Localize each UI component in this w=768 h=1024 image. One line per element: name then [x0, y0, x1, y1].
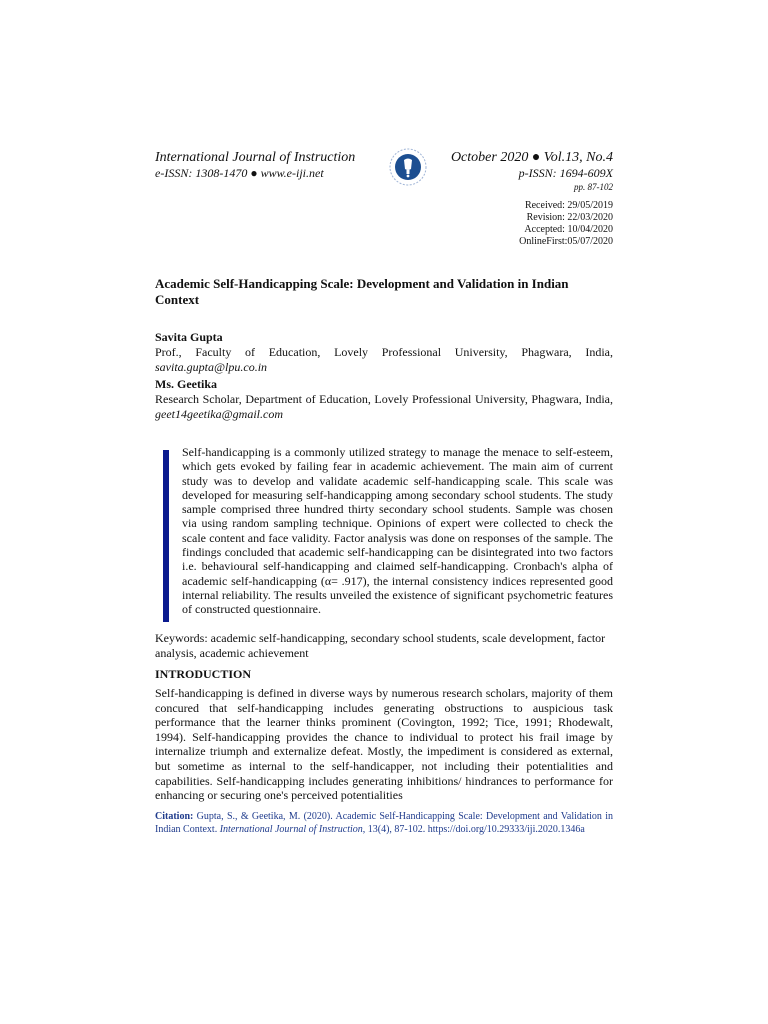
author-affiliation: [155, 345, 613, 375]
author-email[interactable]: geet14geetika@gmail.com: [155, 407, 283, 421]
received-date: Received: 29/05/2019: [524, 200, 613, 211]
citation-block: [155, 811, 613, 836]
citation-doi-link[interactable]: https://doi.org/10.29333/iji.2020.1346a: [427, 823, 585, 835]
section-heading: INTRODUCTION: [155, 667, 252, 681]
author-block-1: [155, 330, 613, 375]
accepted-date: Accepted: 10/04/2020: [524, 224, 613, 235]
citation-label: Citation:: [155, 811, 194, 822]
affiliation-text: Research Scholar, Department of Education, Lovely Professional University, Phagwara, India,: [155, 392, 613, 406]
introduction-paragraph: Self-handicapping is defined in diverse ways by numerous research scholars, majority of them concured that self-handicapping includes generating obstructions to auspicious task performance that the learner thinks prominent (Covington, 1992; Tice, 1991; Rhodewalt, 1994). Self-handicapping provides the chance to individual to protect his frail image by internalize triumph and externalize defeat. Mostly, the impediment is considered as external, but sometime as internal to the self-handicapper, not including their potentialities and capabilities. Self-handicapping includes generating inhibitions/ hindrances to performance for enhancing or securing one's perceived potentialities: [155, 686, 613, 803]
eissn-line: e-ISSN: 1308-1470 ● www.e-iji.net: [155, 166, 324, 180]
citation-journal: International Journal of Instruction: [219, 823, 363, 835]
keywords: Keywords: academic self-handicapping, secondary school students, scale development, factor analysis, academic achievement: [155, 631, 606, 660]
citation-text: Gupta, S., & Geetika, M. (2020). Academic Self-Handicapping Scale: Development and Validation in Indian Context.: [155, 811, 613, 835]
article-title: Academic Self-Handicapping Scale: Development and Validation in Indian Context: [155, 276, 569, 307]
author-name: Savita Gupta: [155, 330, 223, 344]
revision-date: Revision: 22/03/2020: [526, 212, 613, 223]
author-email[interactable]: savita.gupta@lpu.co.in: [155, 360, 268, 374]
citation-volume: , 13(4), 87-102.: [362, 823, 426, 835]
journal-name: International Journal of Instruction: [155, 150, 356, 165]
online-first-date: OnlineFirst:05/07/2020: [519, 236, 613, 247]
pissn-line: p-ISSN: 1694-609X: [518, 166, 613, 180]
author-affiliation: [155, 392, 613, 422]
author-name: Ms. Geetika: [155, 377, 217, 391]
journal-header-left: [155, 150, 395, 181]
abstract-accent-bar: [163, 450, 169, 622]
abstract-text: Self-handicapping is a commonly utilized strategy to manage the menace to self-esteem, which gets evoked by failing fear in academic achievement. The main aim of current study was to develop and validate academic self-handicapping scale. This scale was developed for measuring self-handicapping among secondary school students. The study sample comprised three hundred thirty secondary school students. Sample was chosen via using random sampling technique. Opinions of expert were collected to check the scale content and face validity. Factor analysis was done on responses of the sample. The findings concluded that academic self-handicapping can be disintegrated into two factors i.e. behavioural self-handicapping and claimed self-handicapping. Cronbach's alpha of academic self-handicapping (α= .917), the internal consistency indices represented good internal reliability. The results unveiled the existence of significant psychometric features of constructed questionnaire.: [182, 445, 613, 617]
journal-header-right: [383, 150, 613, 193]
issue-info: October 2020 ● Vol.13, No.4: [450, 150, 613, 165]
article-dates: [519, 200, 613, 248]
page-range: pp. 87-102: [574, 182, 613, 192]
author-block-2: [155, 377, 613, 422]
affiliation-text: Prof., Faculty of Education, Lovely Professional University, Phagwara, India,: [155, 345, 613, 359]
